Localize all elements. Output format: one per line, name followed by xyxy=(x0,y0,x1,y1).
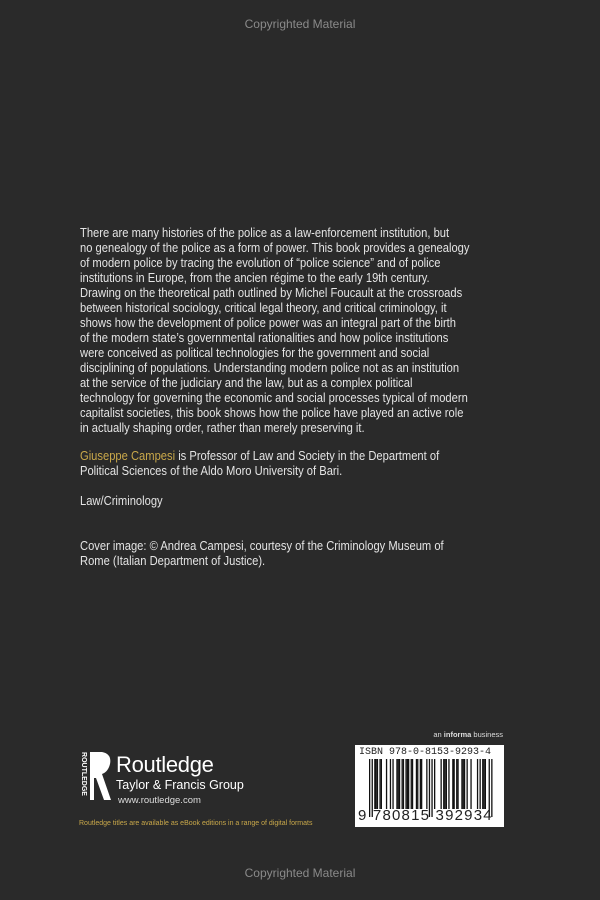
barcode-bar xyxy=(405,759,406,809)
description-line: There are many histories of the police as a law-enforcement institution, but xyxy=(80,225,450,240)
description-line: technology for governing the economic and social processes typical of modern xyxy=(80,390,468,405)
barcode-bar xyxy=(396,759,397,809)
description-line: of the modern state’s governmental rationalities and how police institutions xyxy=(80,330,449,345)
description-line: between historical sociology, critical legal theory, and critical criminology, it xyxy=(80,300,447,315)
routledge-r-icon xyxy=(78,748,114,808)
author-bio xyxy=(80,448,439,478)
barcode-bar xyxy=(416,759,417,809)
cover-credit xyxy=(80,538,444,568)
description-line: in actually shaping order, rather than merely preserving it. xyxy=(80,420,365,435)
barcode-bar xyxy=(411,759,412,809)
barcode-bar xyxy=(461,759,462,809)
barcode-bar xyxy=(457,759,458,809)
category: Law/Criminology xyxy=(80,493,163,508)
barcode-bar xyxy=(464,759,465,809)
barcode-bar xyxy=(420,759,421,809)
watermark-bottom: Copyrighted Material xyxy=(244,866,356,880)
publisher-name: Routledge xyxy=(116,752,214,777)
bio-text: is Professor of Law and Society in the Department of xyxy=(175,448,440,463)
barcode-bar xyxy=(408,759,409,809)
watermark-top: Copyrighted Material xyxy=(244,17,356,31)
bio-text-2: Political Sciences of the Aldo Moro University of Bari. xyxy=(80,463,343,478)
publisher-url: www.routledge.com xyxy=(118,795,201,806)
isbn-barcode xyxy=(355,745,504,827)
barcode-bar xyxy=(417,759,418,809)
ebook-note: Routledge titles are available as eBook editions in a range of digital formats xyxy=(79,820,313,827)
description-line: were conceived as political technologies for the government and social xyxy=(80,345,430,360)
barcode-bar xyxy=(444,759,445,809)
barcode-bar xyxy=(452,759,453,809)
description-line: disciplining of populations. Understanding modern police not as an institution xyxy=(80,360,460,375)
description-line: no genealogy of the police as a form of power. This book provides a genealogy xyxy=(80,240,470,255)
barcode-bar xyxy=(485,759,486,809)
author-name: Giuseppe Campesi xyxy=(80,448,176,463)
barcode-bar xyxy=(441,759,442,809)
cover-credit-line: Rome (Italian Department of Justice). xyxy=(80,553,266,568)
cover-credit-line: Cover image: © Andrea Campesi, courtesy of the Criminology Museum of xyxy=(80,538,444,553)
barcode-bar xyxy=(434,759,435,809)
barcode-bar xyxy=(470,759,471,809)
barcode-bar xyxy=(399,759,400,809)
svg-text:ROUTLEDGE: ROUTLEDGE xyxy=(80,752,87,796)
barcode-bar xyxy=(374,759,375,809)
barcode-bar xyxy=(376,759,377,809)
book-description xyxy=(80,225,469,435)
barcode-bar xyxy=(482,759,483,809)
barcode-bar xyxy=(412,759,413,809)
isbn-text: ISBN 978-0-8153-9293-4 xyxy=(359,747,492,758)
description-line: Drawing on the theoretical path outlined by Michel Foucault at the crossroads xyxy=(80,285,463,300)
barcode-bar xyxy=(467,759,468,809)
barcode-bar xyxy=(402,759,403,809)
description-line: of modern police by tracing the evolution of “police science” and of police xyxy=(80,255,441,270)
informa-business: an informa business xyxy=(433,730,503,739)
barcode-bar xyxy=(377,759,378,809)
barcode-bar xyxy=(446,759,447,809)
barcode-bar xyxy=(398,759,399,809)
barcode-bar xyxy=(403,759,404,809)
barcode-bar xyxy=(480,759,481,809)
barcode-bar xyxy=(386,759,387,809)
barcode-bar xyxy=(463,759,464,809)
barcode-bar xyxy=(381,759,382,809)
description-line: at the service of the judiciary and the law, but as a complex political xyxy=(80,375,413,390)
description-line: institutions in Europe, from the ancien régime to the early 19th century. xyxy=(80,270,430,285)
barcode-bar xyxy=(426,759,427,809)
description-line: shows how the development of police power was an integral part of the birth xyxy=(80,315,456,330)
barcode-bar xyxy=(483,759,484,809)
description-line: capitalist societies, this book shows how the police have played an active role xyxy=(80,405,464,420)
publisher-group: Taylor & Francis Group xyxy=(116,778,244,792)
barcode-bar xyxy=(407,759,408,809)
barcode-bar xyxy=(392,759,393,809)
barcode-bar xyxy=(443,759,444,809)
barcode-bar xyxy=(456,759,457,809)
barcode-bar xyxy=(454,759,455,809)
ean-digits: 9 780815 392934 xyxy=(358,807,493,824)
barcode-bar xyxy=(421,759,422,809)
barcode-bar xyxy=(477,759,478,809)
barcode-bar xyxy=(390,759,391,809)
barcode-bar xyxy=(379,759,380,809)
barcode-bar xyxy=(448,759,449,809)
